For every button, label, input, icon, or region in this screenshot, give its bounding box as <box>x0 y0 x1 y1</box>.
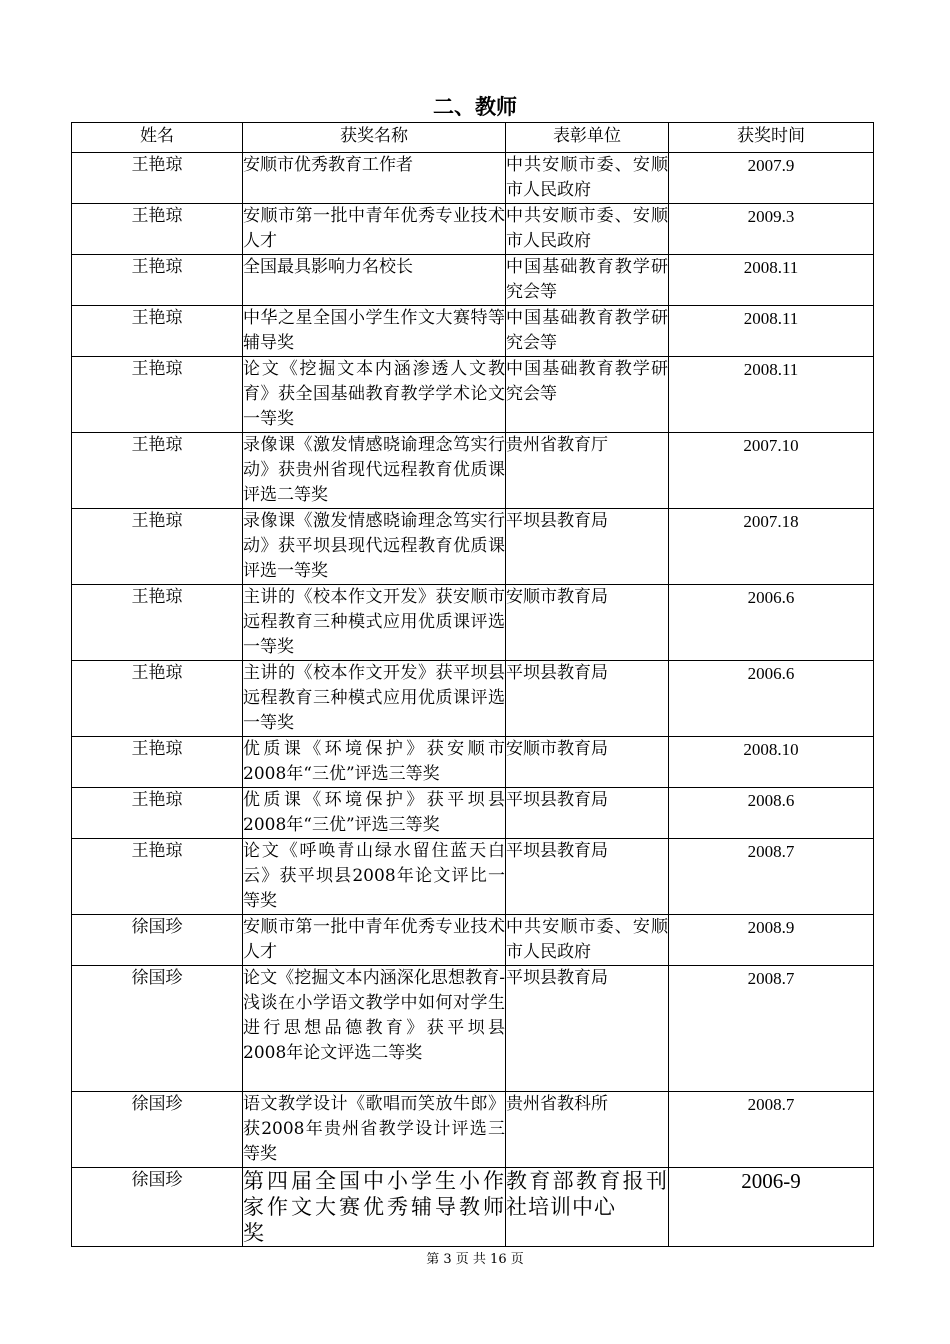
cell-award: 中华之星全国小学生作文大赛特等辅导奖 <box>243 306 506 357</box>
cell-name: 王艳琼 <box>72 433 243 509</box>
cell-award: 全国最具影响力名校长 <box>243 255 506 306</box>
table-row <box>72 509 874 585</box>
section-title: 二、教师 <box>433 94 517 119</box>
cell-name: 王艳琼 <box>72 306 243 357</box>
cell-name: 王艳琼 <box>72 509 243 585</box>
cell-date: 2007.18 <box>669 509 874 585</box>
cell-name: 王艳琼 <box>72 255 243 306</box>
table-row <box>72 1092 874 1168</box>
cell-award: 录像课《激发情感晓谕理念笃实行动》获平坝县现代远程教育优质课评选一等奖 <box>243 509 506 585</box>
cell-unit: 平坝县教育局 <box>506 966 669 1092</box>
cell-award: 主讲的《校本作文开发》获平坝县远程教育三种模式应用优质课评选一等奖 <box>243 661 506 737</box>
cell-name: 王艳琼 <box>72 153 243 204</box>
cell-name: 徐国珍 <box>72 1168 243 1247</box>
table-row <box>72 306 874 357</box>
cell-award: 安顺市第一批中青年优秀专业技术人才 <box>243 915 506 966</box>
page-footer: 第 3 页 共 16 页 <box>426 1252 524 1267</box>
cell-name: 王艳琼 <box>72 788 243 839</box>
cell-date: 2008.7 <box>669 1092 874 1168</box>
cell-name: 徐国珍 <box>72 915 243 966</box>
cell-award: 论文《挖掘文本内涵渗透人文教育》获全国基础教育教学学术论文一等奖 <box>243 357 506 433</box>
cell-unit: 平坝县教育局 <box>506 788 669 839</box>
cell-award: 第四届全国中小学生小作家作文大赛优秀辅导教师奖 <box>243 1169 505 1245</box>
header-name: 姓名 <box>72 123 243 153</box>
cell-date: 2008.11 <box>669 357 874 433</box>
cell-unit: 中国基础教育教学研究会等 <box>506 306 669 357</box>
cell-name: 徐国珍 <box>72 966 243 1092</box>
cell-date: 2008.10 <box>669 737 874 788</box>
cell-unit: 贵州省教育厅 <box>506 433 669 509</box>
cell-date: 2006-9 <box>669 1168 874 1247</box>
cell-unit: 平坝县教育局 <box>506 661 669 737</box>
cell-award: 论文《呼唤青山绿水留住蓝天白云》获平坝县2008年论文评比一等奖 <box>243 839 506 915</box>
awards-table <box>71 122 874 1247</box>
cell-unit: 中国基础教育教学研究会等 <box>506 255 669 306</box>
table-header-row <box>72 123 874 153</box>
table-row <box>72 737 874 788</box>
cell-name: 徐国珍 <box>72 1092 243 1168</box>
cell-name: 王艳琼 <box>72 357 243 433</box>
header-date: 获奖时间 <box>669 123 874 153</box>
table-row <box>72 1168 874 1247</box>
cell-date: 2006.6 <box>669 661 874 737</box>
cell-unit: 中共安顺市委、安顺市人民政府 <box>506 204 669 255</box>
cell-unit: 教育部教育报刊社培训中心 <box>506 1168 669 1247</box>
cell-unit: 贵州省教科所 <box>506 1092 669 1168</box>
cell-date: 2008.7 <box>669 839 874 915</box>
cell-award: 优质课《环境保护》获安顺市2008年“三优”评选三等奖 <box>243 737 506 788</box>
table-row <box>72 915 874 966</box>
cell-name: 王艳琼 <box>72 661 243 737</box>
cell-unit: 平坝县教育局 <box>506 839 669 915</box>
cell-name: 王艳琼 <box>72 737 243 788</box>
table-row <box>72 788 874 839</box>
table-row <box>72 661 874 737</box>
table-row <box>72 966 874 1092</box>
cell-unit: 安顺市教育局 <box>506 585 669 661</box>
cell-unit: 中国基础教育教学研究会等 <box>506 357 669 433</box>
header-award: 获奖名称 <box>243 123 506 153</box>
cell-unit: 中共安顺市委、安顺市人民政府 <box>506 153 669 204</box>
cell-award: 安顺市优秀教育工作者 <box>243 153 506 204</box>
table-row <box>72 204 874 255</box>
table-row <box>72 839 874 915</box>
cell-date: 2009.3 <box>669 204 874 255</box>
cell-award: 主讲的《校本作文开发》获安顺市远程教育三种模式应用优质课评选一等奖 <box>243 585 506 661</box>
cell-date: 2007.10 <box>669 433 874 509</box>
cell-date: 2006.6 <box>669 585 874 661</box>
cell-date: 2008.9 <box>669 915 874 966</box>
header-unit: 表彰单位 <box>506 123 669 153</box>
cell-unit: 中共安顺市委、安顺市人民政府 <box>506 915 669 966</box>
table-row <box>72 433 874 509</box>
cell-date: 2008.11 <box>669 255 874 306</box>
cell-award: 录像课《激发情感晓谕理念笃实行动》获贵州省现代远程教育优质课评选二等奖 <box>243 433 506 509</box>
table-row <box>72 357 874 433</box>
cell-date: 2007.9 <box>669 153 874 204</box>
cell-award: 安顺市第一批中青年优秀专业技术人才 <box>243 204 506 255</box>
cell-award: 优质课《环境保护》获平坝县2008年“三优”评选三等奖 <box>243 788 506 839</box>
table-row <box>72 153 874 204</box>
table-row <box>72 585 874 661</box>
cell-unit: 安顺市教育局 <box>506 737 669 788</box>
cell-name: 王艳琼 <box>72 839 243 915</box>
cell-date: 2008.6 <box>669 788 874 839</box>
cell-name: 王艳琼 <box>72 585 243 661</box>
cell-award: 语文教学设计《歌唱而笑放牛郎》获2008年贵州省教学设计评选三等奖 <box>243 1092 506 1168</box>
cell-name: 王艳琼 <box>72 204 243 255</box>
cell-unit: 平坝县教育局 <box>506 509 669 585</box>
cell-date: 2008.7 <box>669 966 874 1092</box>
table-row <box>72 255 874 306</box>
cell-award: 论文《挖掘文本内涵深化思想教育-浅谈在小学语文教学中如何对学生进行思想品德教育》获平坝县2008年论文评选二等奖 <box>243 966 506 1092</box>
cell-date: 2008.11 <box>669 306 874 357</box>
